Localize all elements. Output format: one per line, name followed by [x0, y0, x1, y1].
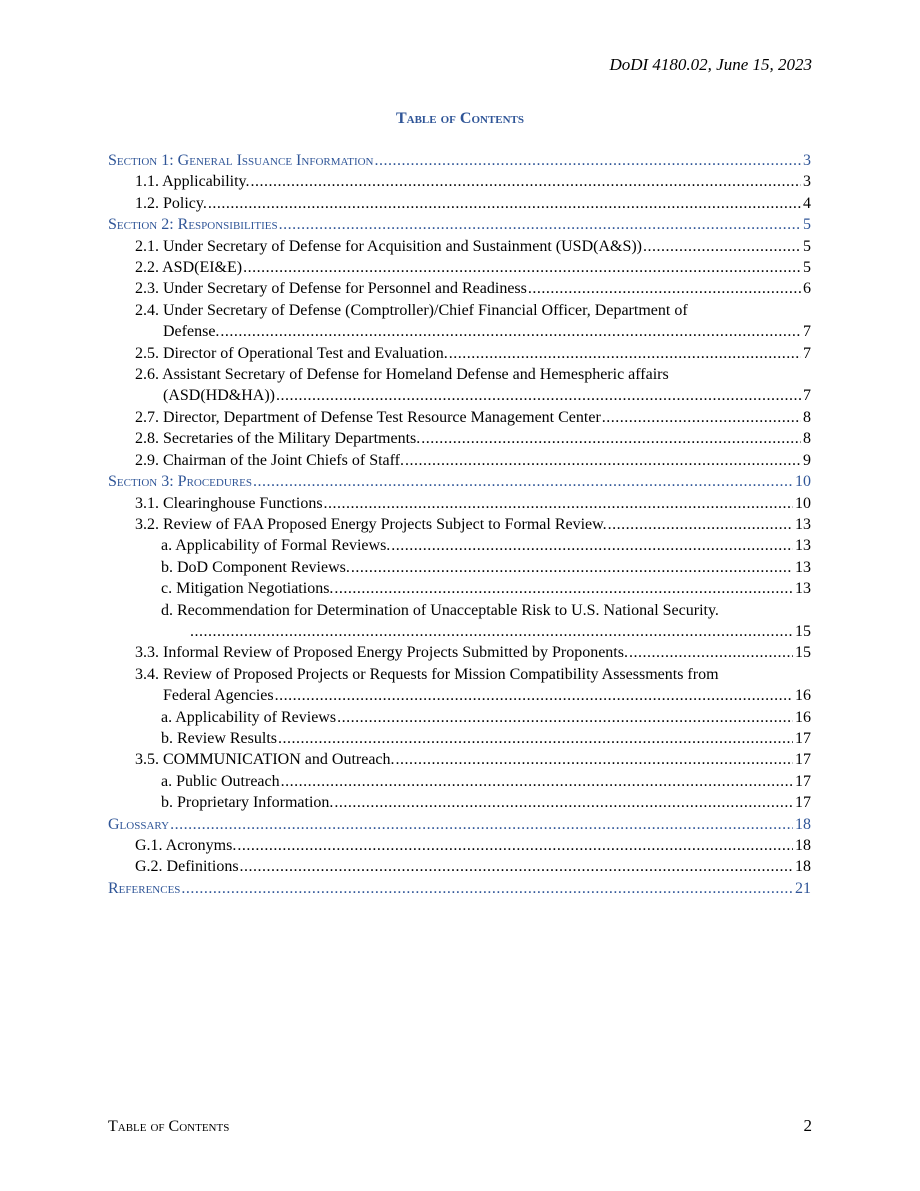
toc-entry-glossary[interactable]: Glossary ..... 18: [108, 814, 811, 835]
dot-leader: [449, 343, 801, 364]
toc-entry-2-4: Defense. ..... 7: [108, 321, 811, 342]
dot-leader: [278, 728, 793, 749]
dot-leader: [208, 193, 801, 214]
dot-leader: [405, 450, 801, 471]
dot-leader: [276, 385, 801, 406]
toc-entry-references[interactable]: References ..... 21: [108, 878, 811, 899]
toc-entry-3-3: 3.3. Informal Review of Proposed Energy Projects Submitted by Proponents. ..... 15: [108, 642, 811, 663]
footer-section-name: Table of Contents: [108, 1118, 230, 1135]
dot-leader: [279, 214, 801, 235]
toc-entry-section-1[interactable]: Section 1: General Issuance Information ..... 3: [108, 150, 811, 171]
dot-leader: [275, 685, 793, 706]
dot-leader: [334, 578, 793, 599]
toc-entry-2-7: 2.7. Director, Department of Defense Test Resource Management Center ..... 8: [108, 407, 811, 428]
toc-entry-3-5: 3.5. COMMUNICATION and Outreach. ..... 17: [108, 749, 811, 770]
dot-leader: [334, 792, 793, 813]
dot-leader: [528, 278, 801, 299]
toc-entry-3-2-c: c. Mitigation Negotiations. ..... 13: [108, 578, 811, 599]
toc-entry-2-6: (ASD(HD&HA)) ..... 7: [108, 385, 811, 406]
toc-entry-section-3[interactable]: Section 3: Procedures ..... 10: [108, 471, 811, 492]
toc-entry-2-6-line1: 2.6. Assistant Secretary of Defense for Homeland Defense and Hemespheric affairs: [135, 366, 669, 384]
toc-entry-3-4-a: a. Applicability of Reviews ..... 16: [108, 707, 811, 728]
toc-entry-1-2: 1.2. Policy. ..... 4: [108, 193, 811, 214]
table-of-contents: [108, 150, 811, 899]
dot-leader: [351, 557, 793, 578]
dot-leader: [170, 814, 793, 835]
dot-leader: [375, 150, 801, 171]
dot-leader: [253, 471, 793, 492]
toc-entry-2-1: 2.1. Under Secretary of Defense for Acquisition and Sustainment (USD(A&S)) ..... 5: [108, 236, 811, 257]
dot-leader: [396, 749, 793, 770]
dot-leader: [251, 171, 801, 192]
toc-entry-2-4-line1: 2.4. Under Secretary of Defense (Comptroller)/Chief Financial Officer, Department of: [135, 301, 688, 319]
toc-entry-3-4-b: b. Review Results ..... 17: [108, 728, 811, 749]
toc-entry-section-2[interactable]: Section 2: Responsibilities ..... 5: [108, 214, 811, 235]
dot-leader: [608, 514, 793, 535]
toc-entry-3-1: 3.1. Clearinghouse Functions ..... 10: [108, 493, 811, 514]
dot-leader: [281, 771, 793, 792]
dot-leader: [181, 878, 793, 899]
toc-entry-2-9: 2.9. Chairman of the Joint Chiefs of Staff. ..... 9: [108, 450, 811, 471]
toc-entry-3-4-line1: 3.4. Review of Proposed Projects or Requests for Mission Compatibility Assessments from: [135, 665, 719, 683]
dot-leader: [391, 535, 793, 556]
dot-leader: [243, 257, 801, 278]
toc-entry-3-5-a: a. Public Outreach ..... 17: [108, 771, 811, 792]
dot-leader: [643, 236, 801, 257]
dot-leader: [220, 321, 801, 342]
dot-leader: [602, 407, 801, 428]
toc-entry-1-1: 1.1. Applicability. ..... 3: [108, 171, 811, 192]
toc-entry-2-2: 2.2. ASD(EI&E) ..... 5: [108, 257, 811, 278]
dot-leader: [324, 493, 793, 514]
page-title: Table of Contents: [395, 110, 525, 127]
toc-entry-2-5: 2.5. Director of Operational Test and Evaluation. ..... 7: [108, 343, 811, 364]
toc-entry-3-4: Federal Agencies ..... 16: [108, 685, 811, 706]
document-reference: DoDI 4180.02, June 15, 2023: [609, 55, 812, 74]
dot-leader: [240, 856, 793, 877]
toc-entry-3-2-d: ..... 15: [108, 621, 811, 642]
dot-leader: [421, 428, 801, 449]
footer-page-number: 2: [803, 1116, 812, 1135]
toc-entry-3-2-d-line1: d. Recommendation for Determination of Unacceptable Risk to U.S. National Security.: [161, 601, 719, 619]
toc-entry-2-3: 2.3. Under Secretary of Defense for Personnel and Readiness ..... 6: [108, 278, 811, 299]
dot-leader: [237, 835, 793, 856]
toc-entry-2-8: 2.8. Secretaries of the Military Departments. ..... 8: [108, 428, 811, 449]
toc-entry-3-5-b: b. Proprietary Information. ..... 17: [108, 792, 811, 813]
toc-entry-3-2-b: b. DoD Component Reviews. ..... 13: [108, 557, 811, 578]
dot-leader: [629, 642, 793, 663]
toc-entry-g-2: G.2. Definitions ..... 18: [108, 856, 811, 877]
toc-entry-3-2: 3.2. Review of FAA Proposed Energy Projects Subject to Formal Review. ..... 13: [108, 514, 811, 535]
dot-leader: [190, 621, 793, 642]
toc-entry-3-2-a: a. Applicability of Formal Reviews. ..... 13: [108, 535, 811, 556]
toc-entry-g-1: G.1. Acronyms. ..... 18: [108, 835, 811, 856]
dot-leader: [337, 707, 793, 728]
